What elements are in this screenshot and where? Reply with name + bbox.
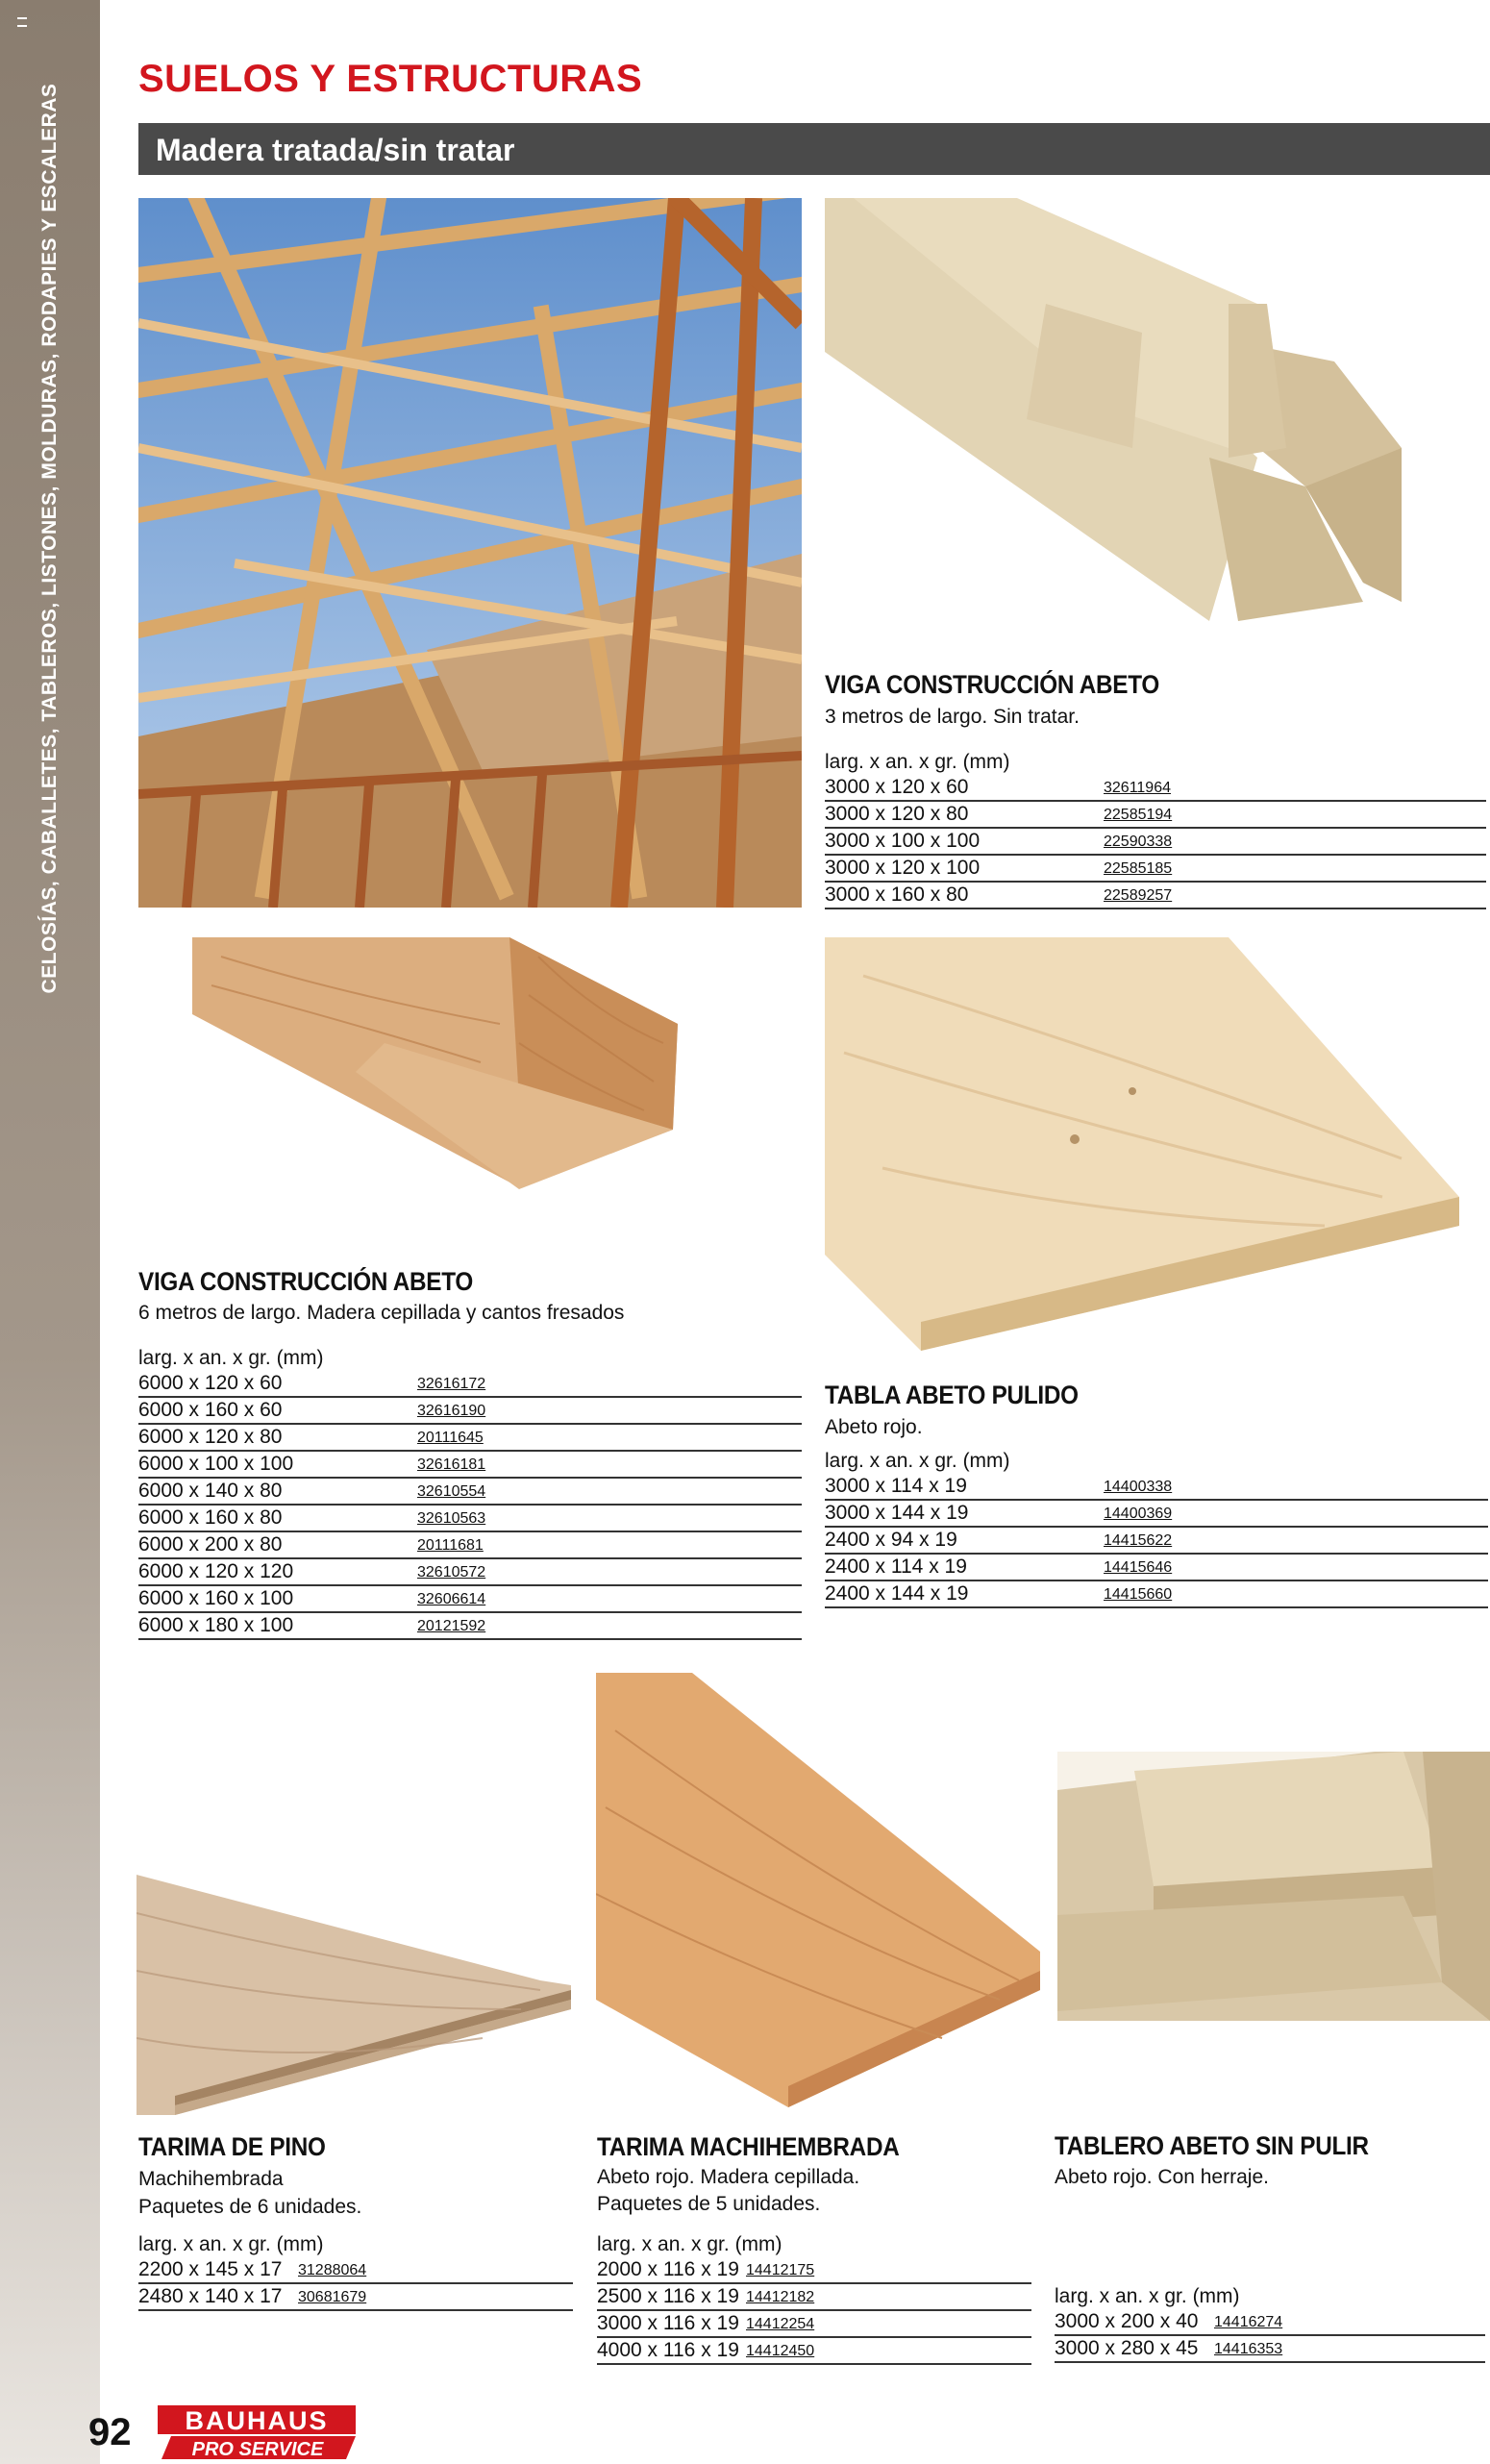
roof-truss-photo	[138, 198, 802, 908]
spec-table-tabla	[825, 1449, 1488, 1608]
subsection-band	[138, 123, 1490, 175]
spec-header: larg. x an. x gr. (mm)	[138, 1347, 324, 1369]
dimension-cell: 6000 x 200 x 80	[138, 1533, 283, 1556]
dimension-cell: 2400 x 94 x 19	[825, 1529, 957, 1551]
article-code: 14415646	[1104, 1559, 1173, 1576]
product-desc-tarima-machihembrada-1: Abeto rojo. Madera cepillada.	[597, 2166, 860, 2188]
subsection-title: Madera tratada/sin tratar	[156, 133, 515, 167]
table-row	[825, 856, 1486, 883]
page-number: 92	[88, 2411, 132, 2453]
table-row	[825, 802, 1486, 829]
dimension-cell: 6000 x 100 x 100	[138, 1453, 294, 1475]
article-code: 32616172	[417, 1376, 486, 1392]
product-title-tarima-pino: TARIMA DE PINO	[138, 2132, 326, 2161]
table-row	[138, 1398, 802, 1425]
table-row	[825, 1474, 1488, 1501]
article-code: 20111681	[417, 1537, 484, 1554]
dimension-cell: 6000 x 120 x 60	[138, 1372, 283, 1394]
spec-table-tarima-pino	[138, 2232, 573, 2311]
article-code: 14400338	[1104, 1479, 1173, 1495]
dimension-cell: 3000 x 114 x 19	[825, 1475, 967, 1497]
sidebar	[0, 0, 100, 2464]
table-row	[138, 2284, 573, 2311]
dimension-cell: 3000 x 100 x 100	[825, 830, 981, 852]
spec-header: larg. x an. x gr. (mm)	[1055, 2285, 1240, 2307]
dimension-cell: 3000 x 116 x 19	[597, 2312, 739, 2334]
product-title-tablero: TABLERO ABETO SIN PULIR	[1055, 2131, 1369, 2160]
dimension-cell: 3000 x 120 x 100	[825, 857, 981, 879]
article-code: 20111645	[417, 1430, 484, 1446]
bauhaus-logo	[158, 2405, 356, 2459]
dimension-cell: 3000 x 200 x 40	[1055, 2310, 1199, 2332]
beam-6m-photo	[192, 937, 683, 1216]
table-row	[825, 1581, 1488, 1608]
table-row	[825, 829, 1486, 856]
table-row	[138, 1532, 802, 1559]
dimension-cell: 2400 x 144 x 19	[825, 1582, 969, 1605]
dimension-cell: 3000 x 280 x 45	[1055, 2337, 1199, 2359]
spec-table-viga-3m	[825, 750, 1486, 909]
spec-table-tablero	[1055, 2284, 1485, 2363]
article-code: 14412450	[746, 2343, 815, 2359]
product-desc-tabla: Abeto rojo.	[825, 1416, 923, 1438]
table-row	[597, 2284, 1031, 2311]
dimension-cell: 2480 x 140 x 17	[138, 2285, 283, 2307]
table-row	[825, 1528, 1488, 1555]
product-desc-tarima-pino-2: Paquetes de 6 unidades.	[138, 2196, 362, 2218]
sidebar-category-text: CELOSÍAS, CABALLETES, TABLEROS, LISTONES, MOLDURAS, RODAPIES Y ESCALERAS	[38, 83, 61, 994]
article-code: 22590338	[1104, 834, 1173, 850]
polished-board-photo	[825, 937, 1490, 1351]
article-code: 32606614	[417, 1591, 486, 1607]
article-code: 20121592	[417, 1618, 486, 1634]
article-code: 32610554	[417, 1483, 486, 1500]
article-code: 14412182	[746, 2289, 815, 2305]
dimension-cell: 3000 x 120 x 60	[825, 776, 969, 798]
dimension-cell: 3000 x 144 x 19	[825, 1502, 969, 1524]
article-code: 14412175	[746, 2262, 815, 2278]
product-title-viga-6m: VIGA CONSTRUCCIÓN ABETO	[138, 1267, 473, 1296]
product-title-viga-3m: VIGA CONSTRUCCIÓN ABETO	[825, 670, 1159, 699]
table-row	[1055, 2309, 1485, 2336]
logo-top-text: BAUHAUS	[185, 2406, 329, 2435]
product-desc-tarima-pino-1: Machihembrada	[138, 2168, 284, 2190]
spec-header: larg. x an. x gr. (mm)	[825, 1450, 1010, 1472]
spec-header: larg. x an. x gr. (mm)	[597, 2233, 782, 2255]
article-code: 14416353	[1214, 2341, 1283, 2357]
article-code: 22585194	[1104, 807, 1173, 823]
product-desc-tarima-machihembrada-2: Paquetes de 5 unidades.	[597, 2193, 821, 2215]
article-code: 14412254	[746, 2316, 815, 2332]
tongue-groove-photo	[596, 1673, 1040, 2107]
beams-photo	[825, 198, 1490, 633]
article-code: 30681679	[298, 2289, 367, 2305]
table-row	[597, 2338, 1031, 2365]
menu-mark-icon	[17, 17, 27, 27]
table-row	[138, 2257, 573, 2284]
table-row	[138, 1506, 802, 1532]
table-row	[138, 1613, 802, 1640]
spec-table-tarima-machihembrada	[597, 2232, 1031, 2365]
article-code: 22585185	[1104, 860, 1173, 877]
product-desc-viga-3m: 3 metros de largo. Sin tratar.	[825, 706, 1080, 728]
table-row	[825, 883, 1486, 909]
dimension-cell: 2500 x 116 x 19	[597, 2285, 739, 2307]
article-code: 32610572	[417, 1564, 486, 1580]
table-row	[138, 1425, 802, 1452]
product-desc-viga-6m: 6 metros de largo. Madera cepillada y cantos fresados	[138, 1302, 625, 1324]
table-row	[138, 1586, 802, 1613]
rough-board-photo	[1057, 1752, 1490, 2021]
dimension-cell: 6000 x 160 x 100	[138, 1587, 294, 1609]
table-row	[825, 775, 1486, 802]
dimension-cell: 3000 x 160 x 80	[825, 884, 969, 906]
article-code: 14400369	[1104, 1506, 1173, 1522]
section-title: SUELOS Y ESTRUCTURAS	[138, 58, 643, 100]
spec-header: larg. x an. x gr. (mm)	[825, 751, 1010, 773]
product-title-tabla: TABLA ABETO PULIDO	[825, 1381, 1079, 1409]
article-code: 14415660	[1104, 1586, 1173, 1603]
article-code: 32610563	[417, 1510, 486, 1527]
product-title-tarima-machihembrada: TARIMA MACHIHEMBRADA	[597, 2132, 900, 2161]
product-desc-tablero: Abeto rojo. Con herraje.	[1055, 2166, 1269, 2188]
article-code: 32616190	[417, 1403, 486, 1419]
table-row	[138, 1371, 802, 1398]
dimension-cell: 6000 x 120 x 120	[138, 1560, 294, 1582]
dimension-cell: 3000 x 120 x 80	[825, 803, 969, 825]
dimension-cell: 6000 x 140 x 80	[138, 1480, 283, 1502]
dimension-cell: 2400 x 114 x 19	[825, 1556, 967, 1578]
dimension-cell: 2000 x 116 x 19	[597, 2258, 739, 2280]
table-row	[138, 1559, 802, 1586]
table-row	[138, 1479, 802, 1506]
dimension-cell: 2200 x 145 x 17	[138, 2258, 283, 2280]
table-row	[825, 1501, 1488, 1528]
dimension-cell: 6000 x 180 x 100	[138, 1614, 294, 1636]
article-code: 32616181	[417, 1456, 486, 1473]
article-code: 32611964	[1104, 780, 1171, 796]
dimension-cell: 6000 x 160 x 80	[138, 1506, 283, 1529]
table-row	[1055, 2336, 1485, 2363]
table-row	[597, 2257, 1031, 2284]
dimension-cell: 4000 x 116 x 19	[597, 2339, 739, 2361]
table-row	[138, 1452, 802, 1479]
dimension-cell: 6000 x 160 x 60	[138, 1399, 283, 1421]
article-code: 14415622	[1104, 1532, 1173, 1549]
table-row	[597, 2311, 1031, 2338]
article-code: 14416274	[1214, 2314, 1283, 2330]
article-code: 22589257	[1104, 887, 1173, 904]
article-code: 31288064	[298, 2262, 367, 2278]
dimension-cell: 6000 x 120 x 80	[138, 1426, 283, 1448]
table-row	[825, 1555, 1488, 1581]
logo-bottom-text: PRO SERVICE	[191, 2439, 324, 2459]
spec-header: larg. x an. x gr. (mm)	[138, 2233, 324, 2255]
spec-table-viga-6m	[138, 1346, 802, 1640]
pine-floorboard-photo	[137, 1875, 571, 2115]
